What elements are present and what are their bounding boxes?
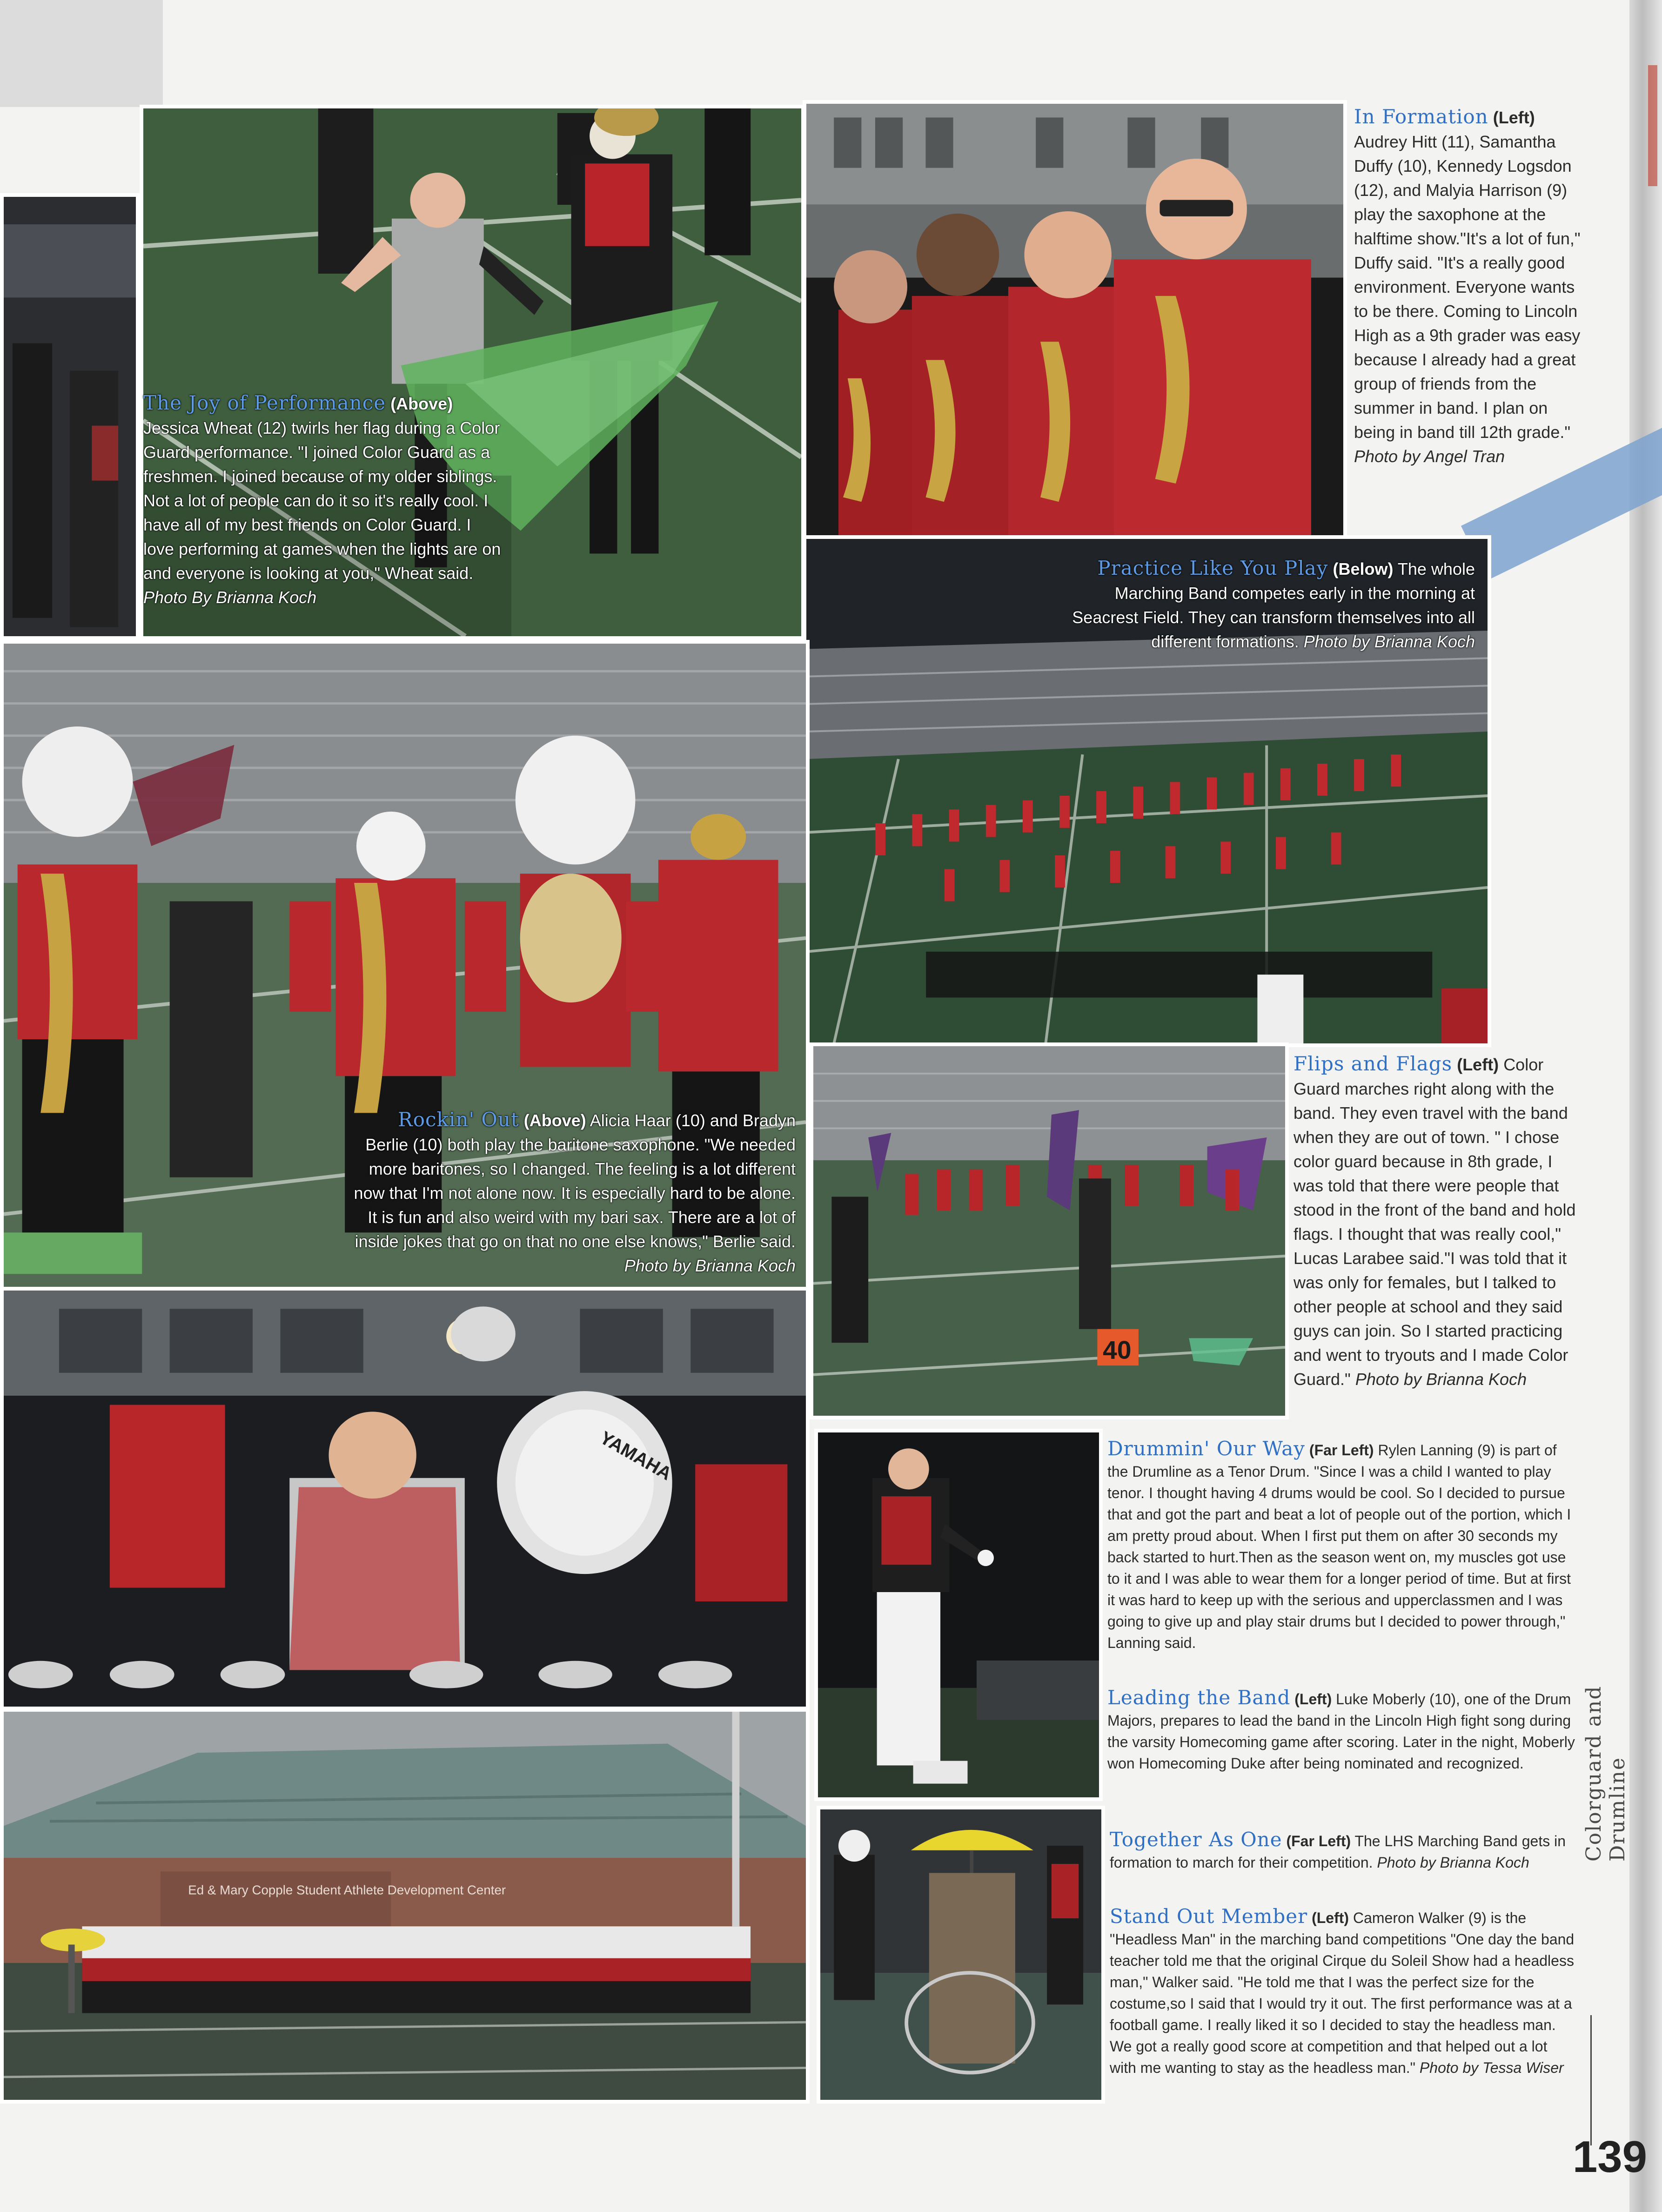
photo-credit: Photo by Brianna Koch xyxy=(624,1256,796,1275)
photo-credit: Photo By Brianna Koch xyxy=(143,588,317,607)
caption-direction: (Above) xyxy=(390,394,453,413)
caption-body: Alicia Haar (10) and Bradyn Berlie (10) both play the baritone saxophone. "We needed more baritones, so I changed. The feeling is a lot different now that I'm not alone now. It is especially hard to be alone. It is fun and also weird with my bari sax. There are a lot of inside jokes that go on that no one else knows," Berlie said. xyxy=(354,1111,796,1251)
caption-direction: (Left) xyxy=(1294,1691,1332,1708)
drum-brand-label: YAMAHA xyxy=(596,1427,676,1485)
caption-title: Together As One xyxy=(1110,1828,1282,1851)
photo-band-building xyxy=(0,1708,810,2104)
caption-title: Stand Out Member xyxy=(1110,1905,1308,1928)
caption-title: In Formation xyxy=(1354,105,1488,128)
caption-stand-out-member xyxy=(1110,1906,1575,2078)
building-sign: Ed & Mary Copple Student Athlete Development Center xyxy=(188,1883,506,1897)
caption-direction: (Far Left) xyxy=(1309,1442,1374,1459)
caption-title: Drummin' Our Way xyxy=(1107,1437,1306,1460)
caption-direction: (Left) xyxy=(1457,1055,1499,1074)
photo-crowd-edge xyxy=(0,193,140,640)
photo-credit: Photo by Angel Tran xyxy=(1354,447,1505,466)
photo-credit: Photo by Tessa Wiser xyxy=(1419,2059,1564,2076)
caption-practice-like-you-play xyxy=(1047,556,1475,654)
caption-title: Rockin' Out xyxy=(398,1108,519,1131)
caption-title: The Joy of Performance xyxy=(143,391,386,414)
caption-direction: (Below) xyxy=(1333,559,1394,578)
caption-body: The whole Marching Band competes early in the morning at Seacrest Field. They can transform themselves into all different formations. xyxy=(1072,559,1475,651)
photo-credit: Photo by Brianna Koch xyxy=(1303,632,1475,651)
page-number: 139 xyxy=(1572,2132,1647,2182)
scan-edge xyxy=(0,0,163,107)
caption-body: Rylen Lanning (9) is part of the Drumline as a Tenor Drum. "Since I was a child I wanted to play tenor. I thought having 4 drums would be cool. So I decided to pursue that and got the part and beat a lot of people out of the portion, which I am pretty proud about. When I first put them on after 30 seconds my back started to hurt.Then as the season went on, my muscles got use to it and I was able to wear them for a longer period of time. But at first it was hard to keep up with the serious and upperclassmen and I was going to give up and play stair drums but I decided to power through," Lanning said. xyxy=(1107,1442,1571,1651)
caption-flips-and-flags xyxy=(1293,1052,1582,1392)
section-label: Colorguard and Drumline xyxy=(1582,1685,1629,1862)
caption-body: Luke Moberly (10), one of the Drum Majors, prepares to lead the band in the Lincoln High fight song during the varsity Homecoming game after scoring. Later in the night, Moberly won Homecoming Duke after being nominated and recognized. xyxy=(1107,1691,1575,1772)
caption-body: Jessica Wheat (12) twirls her flag during a Color Guard performance. "I joined Color Guard as a freshmen. I joined because of my older siblings. Not a lot of people can do it so it's really cool. I have all of my best friends on Color Guard. I love performing at games when the lights are on and everyone is looking at you," Wheat said. xyxy=(143,418,501,583)
photo-saxophones xyxy=(803,100,1347,540)
caption-title: Practice Like You Play xyxy=(1097,557,1328,579)
caption-together-as-one xyxy=(1110,1829,1575,1873)
caption-body: Cameron Walker (9) is the "Headless Man" in the marching band competitions "One day the band teacher told me that the original Cirque du Soleil Show had a headless man," Walker said. "He told me that I was the perfect size for the costume,so I said that I would try it out. The first performance was at a football game. I really liked it so I decided to stay the headless man. We got a really good score at competition and that helped out a lot with me wanting to stay as the headless man." xyxy=(1110,1909,1575,2076)
page-binding-edge xyxy=(1629,0,1662,2212)
caption-in-formation xyxy=(1354,105,1582,469)
caption-title: Leading the Band xyxy=(1107,1686,1291,1709)
photo-credit: Photo by Brianna Koch xyxy=(1377,1854,1529,1871)
caption-direction: (Above) xyxy=(523,1111,586,1130)
caption-body: Color Guard marches right along with the band. They even travel with the band when they are out of town. " I chose color guard because in 8th grade, I was told that there were people that stood in the front of the band and hold flags. I thought that was really cool," Lucas Larabee said."I was told that it was only for females, but I talked to other people at school and they said guys can join. So I started practicing and went to tryouts and I made Color Guard." xyxy=(1293,1055,1576,1389)
caption-direction: (Left) xyxy=(1312,1909,1349,1926)
caption-leading-the-band xyxy=(1107,1687,1577,1774)
photo-drum-major xyxy=(814,1429,1103,1801)
caption-direction: (Left) xyxy=(1493,108,1535,127)
caption-rockin-out xyxy=(354,1108,796,1278)
caption-body: The LHS Marching Band gets in formation to march for their competition. xyxy=(1110,1833,1566,1871)
caption-drummin-our-way xyxy=(1107,1438,1577,1654)
caption-direction: (Far Left) xyxy=(1286,1833,1351,1849)
photo-drumline-stands xyxy=(0,1287,810,1710)
photo-color-guard-field xyxy=(810,1042,1289,1419)
photo-credit: Photo by Brianna Koch xyxy=(1355,1370,1527,1389)
caption-title: Flips and Flags xyxy=(1293,1052,1453,1075)
yard-marker: 40 xyxy=(1103,1335,1132,1365)
photo-headless-man xyxy=(817,1806,1105,2104)
caption-joy-of-performance xyxy=(143,391,506,610)
section-label-rule xyxy=(1590,2015,1592,2145)
caption-body: Audrey Hitt (11), Samantha Duffy (10), Kennedy Logsdon (12), and Malyia Harrison (9) play the saxophone at the halftime show."It's a lot of fun," Duffy said. "It's a really good environment. Everyone wants to be there. Coming to Lincoln High as a 9th grader was easy because I already had a great group of friends from the summer in band. I plan on being in band till 12th grade." xyxy=(1354,132,1581,442)
